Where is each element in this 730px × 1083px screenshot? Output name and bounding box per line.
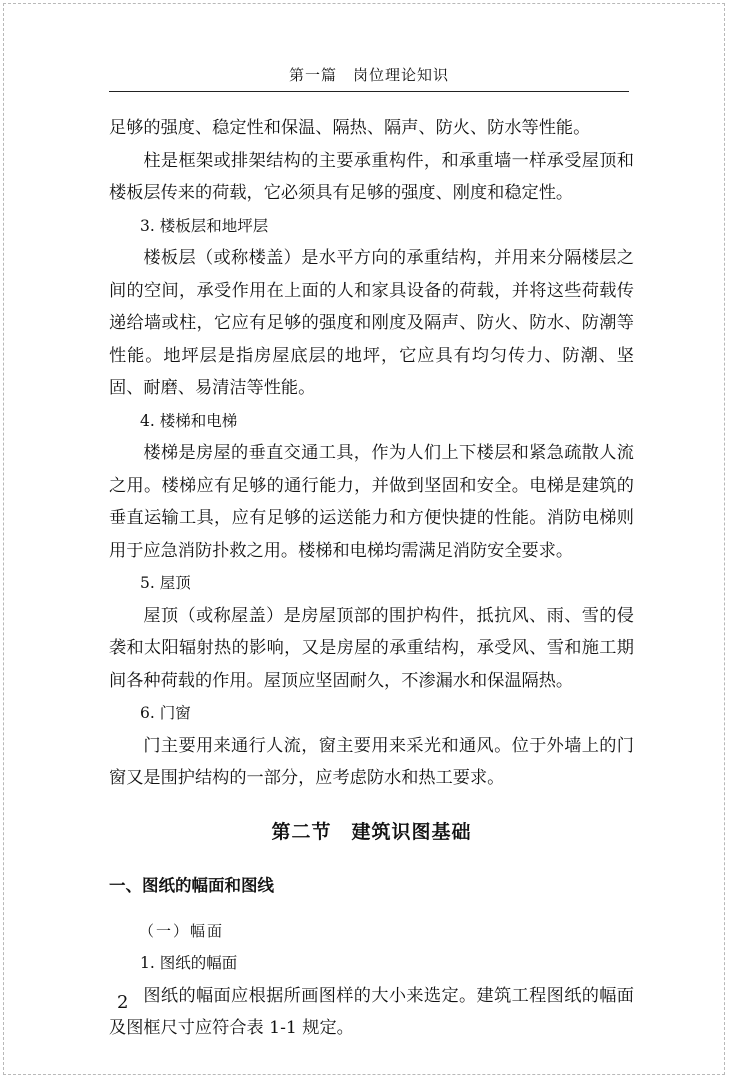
numbered-heading: 6. 门窗 [140, 704, 191, 722]
paragraph: 屋顶（或称屋盖）是房屋顶部的围护构件，抵抗风、雨、雪的侵袭和太阳辐射热的影响，又是房屋的承重结构，承受风、雪和施工期间各种荷载的作用。屋顶应坚固耐久，不渗漏水和保温隔热。 [109, 605, 634, 691]
paragraph: 门主要用来通行人流，窗主要用来采光和通风。位于外墙上的门窗又是围护结构的一部分，应考虑防水和热工要求。 [109, 735, 634, 788]
paragraph: 柱是框架或排架结构的主要承重构件，和承重墙一样承受屋顶和楼板层传来的荷载，它必须具有足够的强度、刚度和稳定性。 [109, 150, 634, 203]
running-head: 第一篇 岗位理论知识 [109, 64, 629, 92]
numbered-heading: 3. 楼板层和地坪层 [140, 216, 269, 235]
paragraph: 足够的强度、稳定性和保温、隔热、隔声、防火、防水等性能。 [109, 118, 591, 138]
minor-heading: （一）幅面 [139, 921, 225, 940]
book-page [3, 3, 725, 1075]
page-number: 2 [117, 992, 129, 1013]
body-text [109, 112, 634, 1045]
paragraph: 楼板层（或称楼盖）是水平方向的承重结构，并用来分隔楼层之间的空间，承受作用在上面的人和家具设备的荷载，并将这些荷载传递给墙或柱，它应有足够的强度和刚度及隔声、防火、防水、防潮等性能。地坪层是指房屋底层的地坪，它应具有均匀传力、防潮、坚固、耐磨、易清洁等性能。 [109, 248, 634, 398]
subsection-title: 一、图纸的幅面和图线 [109, 876, 274, 895]
item-heading: 1. 图纸的幅面 [140, 954, 238, 972]
numbered-heading: 4. 楼梯和电梯 [140, 411, 238, 430]
paragraph: 楼梯是房屋的垂直交通工具，作为人们上下楼层和紧急疏散人流之用。楼梯应有足够的通行能力，并做到坚固和安全。电梯是建筑的垂直运输工具，应有足够的运送能力和方便快捷的性能。消防电梯则用于应急消防扑救之用。楼梯和电梯均需满足消防安全要求。 [109, 443, 634, 561]
section-title: 第二节 建筑识图基础 [271, 820, 472, 843]
numbered-heading: 5. 屋顶 [140, 574, 191, 592]
paragraph: 图纸的幅面应根据所画图样的大小来选定。建筑工程图纸的幅面及图框尺寸应符合表 1-1 规定。 [109, 985, 634, 1038]
